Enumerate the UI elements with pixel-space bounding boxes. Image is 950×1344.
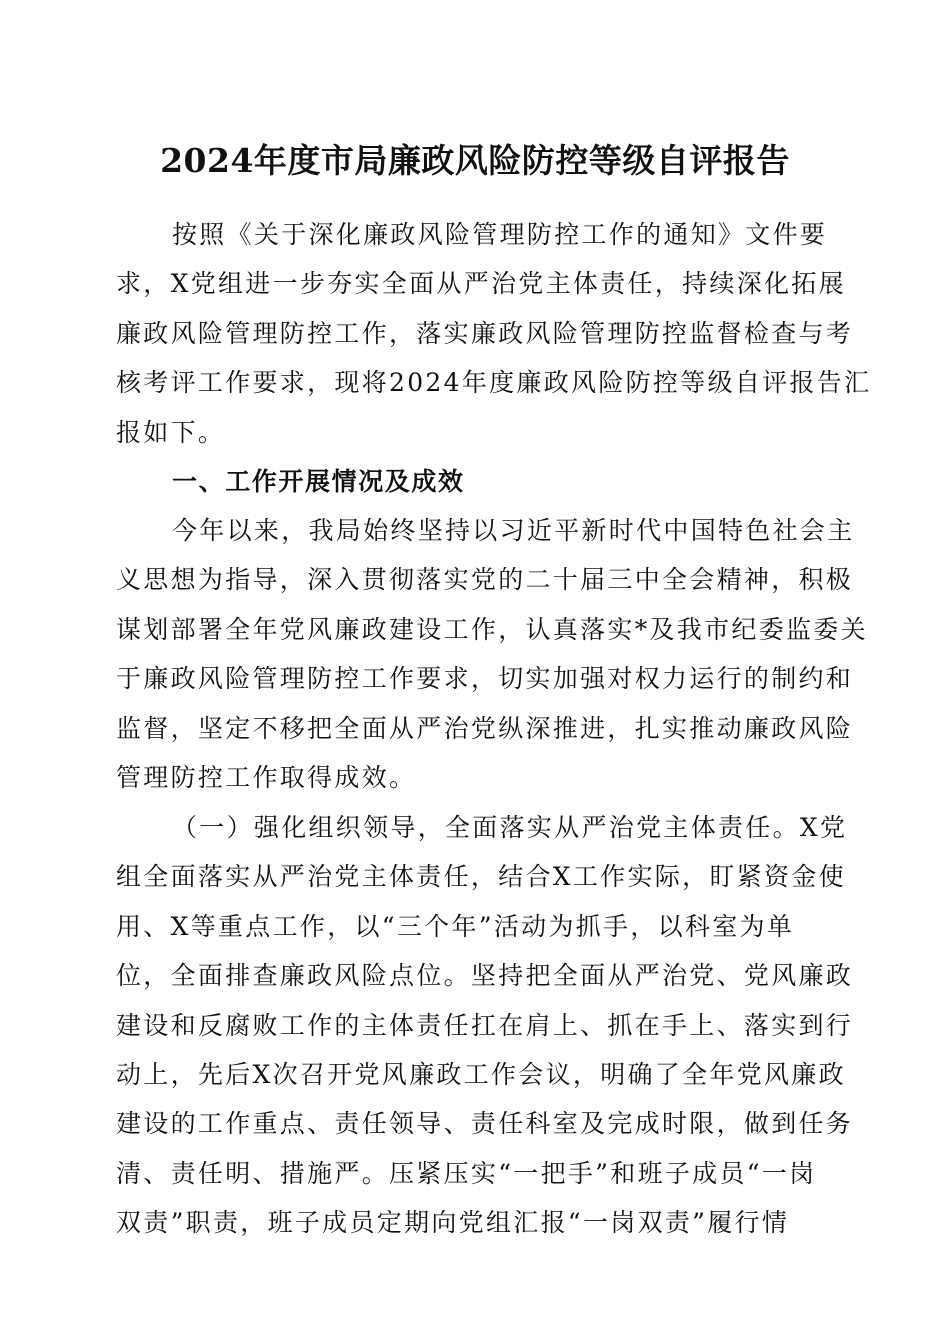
document-title: 2024年度市局廉政风险防控等级自评报告 (160, 141, 790, 180)
text-line: 报如下。 (116, 417, 226, 447)
text-line: 用、X等重点工作，以“三个年”活动为抓手，以科室为单 (116, 911, 795, 941)
paragraph-organization (116, 803, 854, 1248)
paragraph-intro (116, 210, 872, 457)
text-line: 按照《关于深化廉政风险管理防控工作的通知》文件要 (172, 220, 828, 249)
text-line: 动上，先后X次召开党风廉政工作会议，明确了全年党风廉政 (116, 1059, 846, 1089)
section-heading (116, 457, 828, 506)
text-line: 清、责任明、措施严。压紧压实“一把手”和班子成员“一岗 (116, 1158, 817, 1188)
section-heading-text: 一、工作开展情况及成效 (172, 467, 465, 496)
text-line: 求，X党组进一步夯实全面从严治党主体责任，持续深化拓展 (116, 269, 846, 299)
text-line: 今年以来，我局始终坚持以习近平新时代中国特色社会主 (172, 516, 855, 545)
text-line: 组全面落实从严治党主体责任，结合X工作实际，盯紧资金使 (116, 862, 846, 892)
text-line: 位，全面排查廉政风险点位。坚持把全面从严治党、党风廉政 (116, 961, 854, 991)
text-line: 监督，坚定不移把全面从严治党纵深推进，扎实推动廉政风险 (116, 713, 854, 743)
text-line: 谋划部署全年党风廉政建设工作，认真落实*及我市纪委监委关 (116, 614, 868, 644)
text-line: 核考评工作要求，现将2024年度廉政风险防控等级自评报告汇 (116, 368, 872, 398)
text-line: 建设的工作重点、责任领导、责任科室及完成时限，做到任务 (116, 1109, 854, 1139)
text-line: 双责”职责，班子成员定期向党组汇报“一岗双责”履行情 (116, 1208, 790, 1238)
paragraph-overview (116, 506, 868, 802)
text-line: 于廉政风险管理防控工作要求，切实加强对权力运行的制约和 (116, 664, 854, 694)
text-line: 建设和反腐败工作的主体责任扛在肩上、抓在手上、落实到行 (116, 1010, 854, 1040)
text-line: 义思想为指导，深入贯彻落实党的二十届三中全会精神，积极 (116, 565, 854, 595)
text-line: 管理防控工作取得成效。 (116, 762, 417, 792)
text-line: （一）强化组织领导，全面落实从严治党主体责任。X党 (172, 813, 848, 842)
text-line: 廉政风险管理防控工作，落实廉政风险管理防控监督检查与考 (116, 318, 854, 348)
